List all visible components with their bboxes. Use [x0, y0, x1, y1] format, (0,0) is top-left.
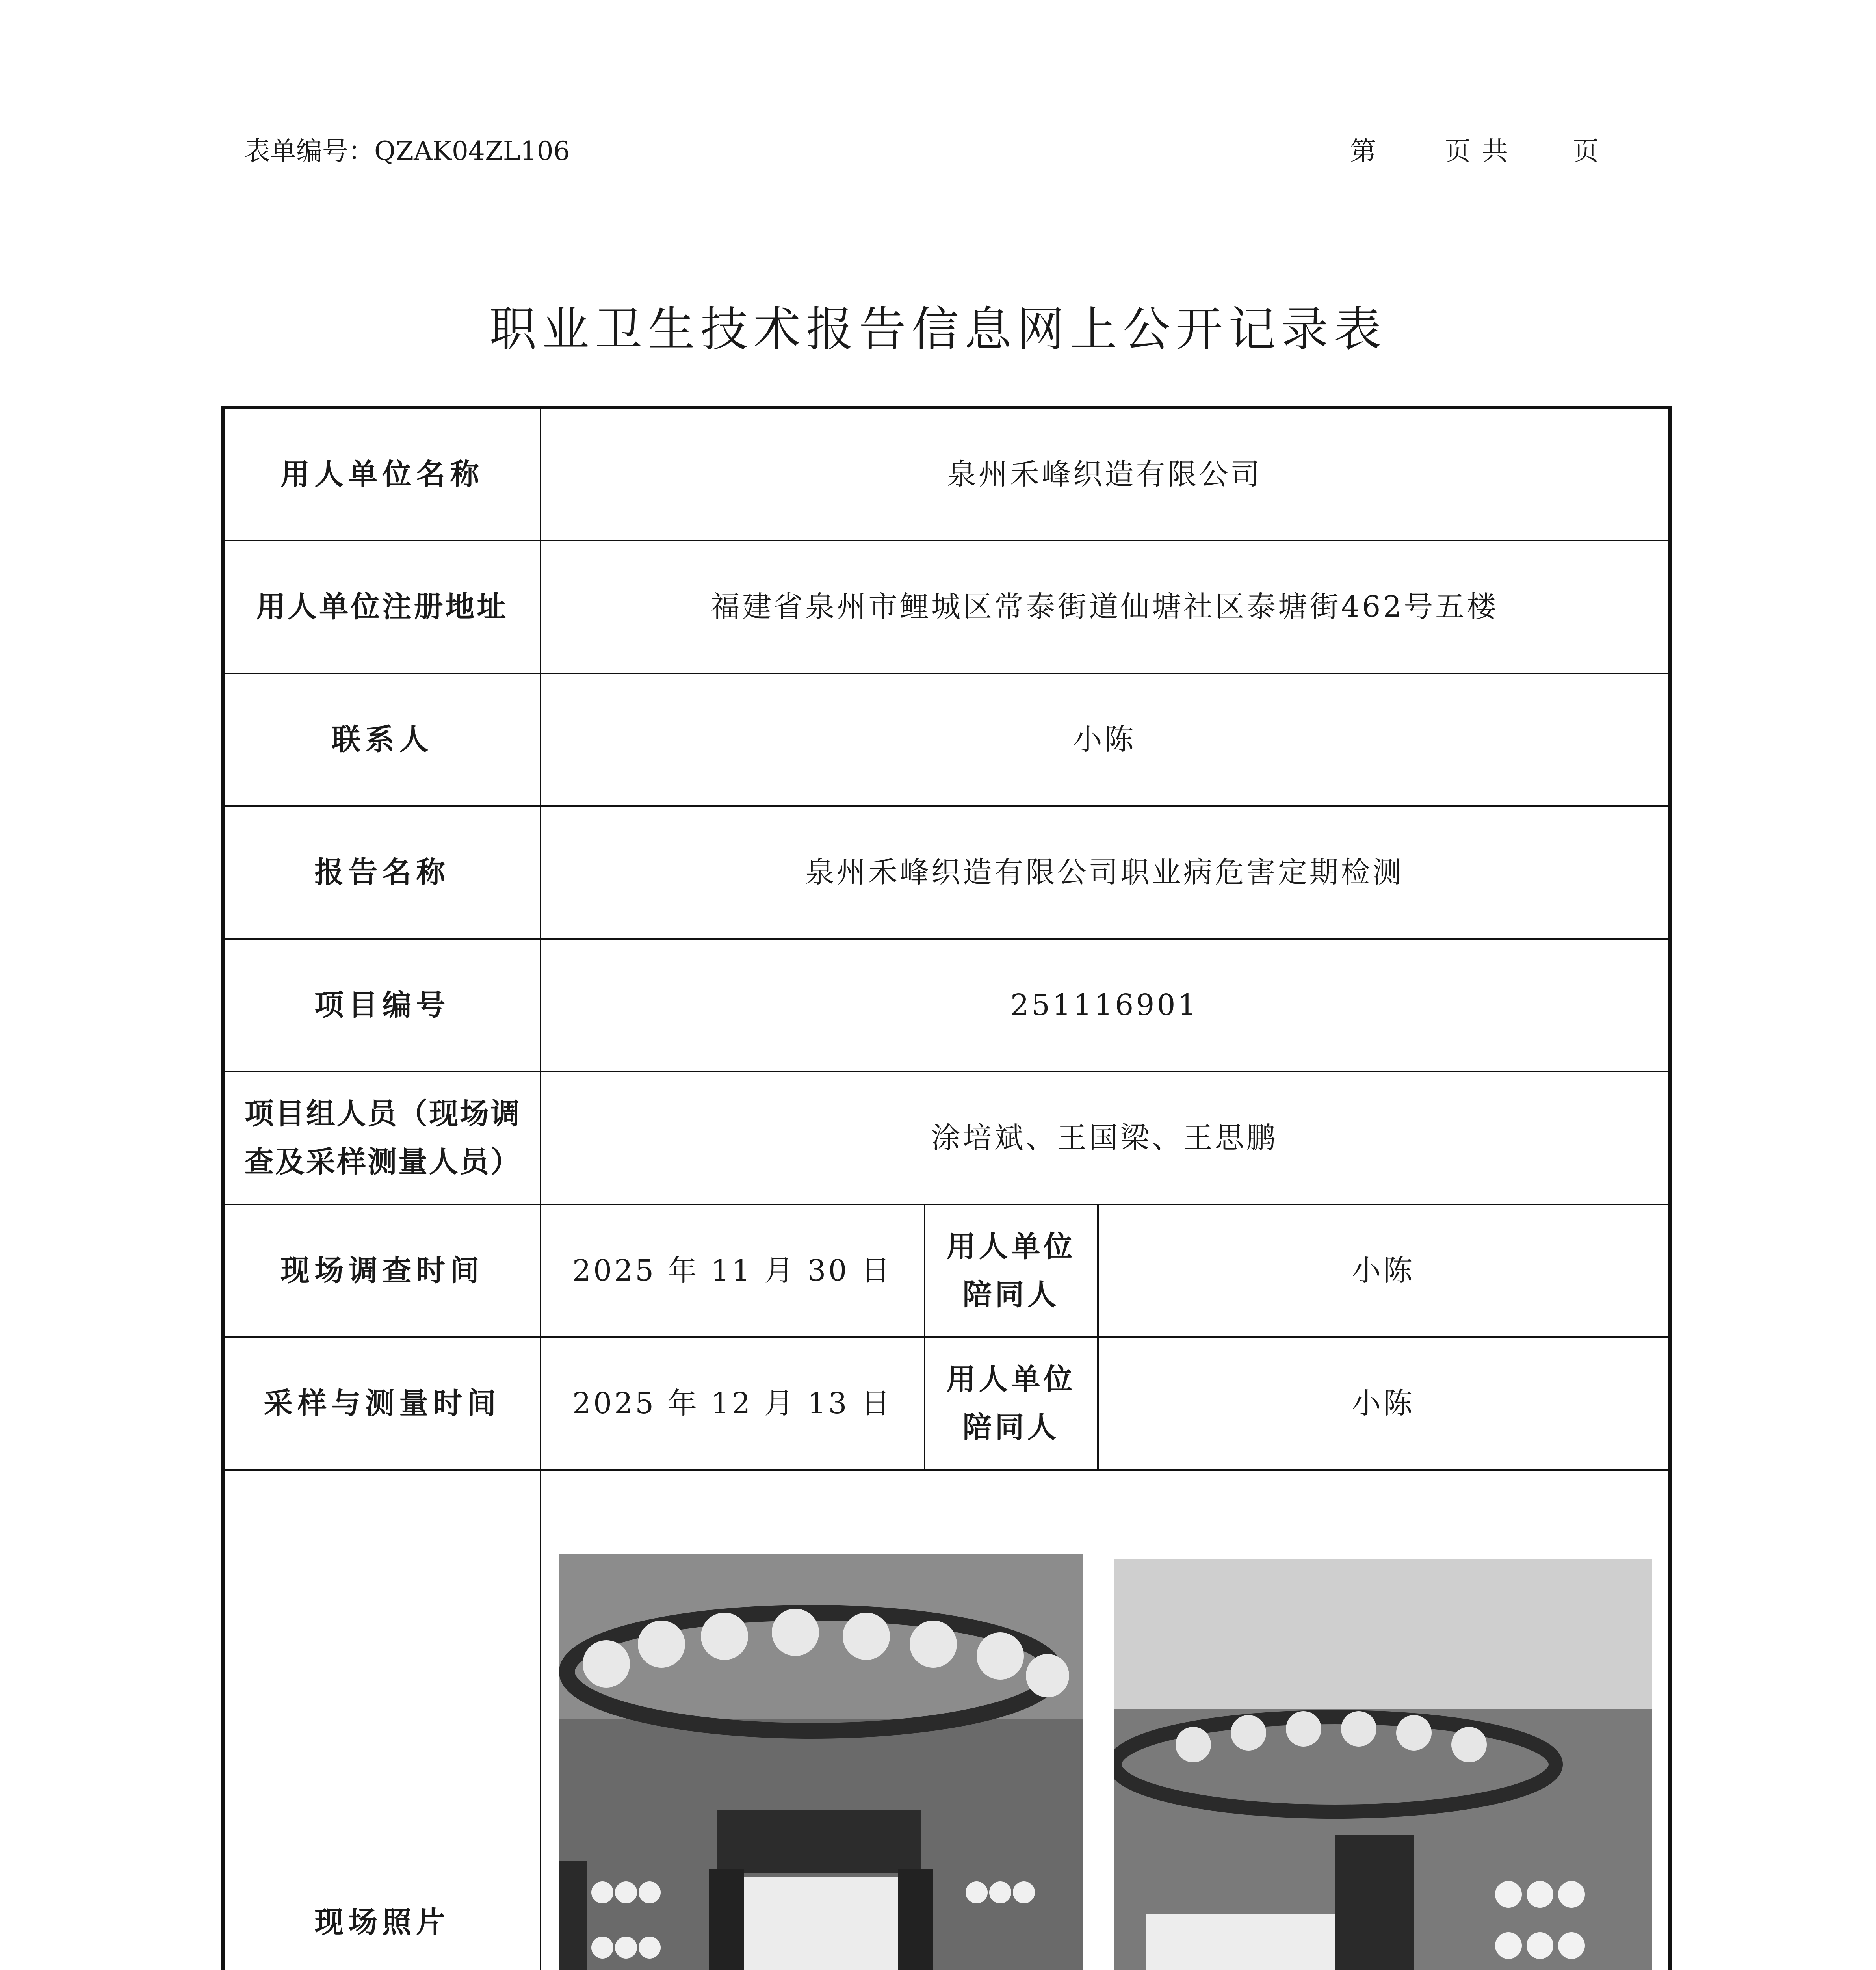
- project-no-value: 251116901: [541, 939, 1670, 1072]
- sampling-accompany-value: 小陈: [1098, 1337, 1670, 1470]
- photos-cell: [541, 1470, 1670, 1970]
- row-survey-time: [223, 1204, 1670, 1337]
- row-employer-name: [223, 408, 1670, 541]
- project-no-label: 项目编号: [223, 939, 541, 1072]
- page-ye2: 页: [1573, 136, 1600, 166]
- row-employer-address: [223, 541, 1670, 673]
- survey-date: 2025 年 11 月 30 日: [541, 1204, 925, 1337]
- team-value: 涂培斌、王国梁、王思鹏: [541, 1072, 1670, 1204]
- row-contact: [223, 673, 1670, 806]
- employer-name-value: 泉州禾峰织造有限公司: [541, 408, 1670, 541]
- row-project-no: [223, 939, 1670, 1072]
- row-photos: [223, 1470, 1670, 1970]
- sampling-instrument-photo: [1114, 1559, 1652, 1970]
- sampling-date: 2025 年 12 月 13 日: [541, 1337, 925, 1470]
- team-label: 项目组人员（现场调查及采样测量人员）: [223, 1072, 541, 1204]
- contact-label: 联系人: [223, 673, 541, 806]
- page-di: 第: [1350, 136, 1378, 166]
- record-table: [221, 406, 1672, 1970]
- sampling-time-label: 采样与测量时间: [223, 1337, 541, 1470]
- contact-value: 小陈: [541, 673, 1670, 806]
- survey-accompany-label: 用人单位陪同人: [925, 1204, 1098, 1337]
- survey-accompany-value: 小陈: [1098, 1204, 1670, 1337]
- page-ye: 页: [1445, 136, 1473, 166]
- sampling-accompany-label: 用人单位陪同人: [925, 1337, 1098, 1470]
- report-name-label: 报告名称: [223, 806, 541, 939]
- report-name-value: 泉州禾峰织造有限公司职业病危害定期检测: [541, 806, 1670, 939]
- row-report-name: [223, 806, 1670, 939]
- survey-time-label: 现场调查时间: [223, 1204, 541, 1337]
- knitting-machine-photo: [559, 1554, 1083, 1970]
- employer-name-label: 用人单位名称: [223, 408, 541, 541]
- page-counter: [1350, 130, 1600, 167]
- row-team: [223, 1072, 1670, 1204]
- form-number: 表单编号：QZAK04ZL106: [244, 136, 570, 166]
- page-title: 职业卫生技术报告信息网上公开记录表: [489, 302, 1387, 357]
- page-gong: 共: [1482, 136, 1510, 166]
- photos-label: 现场照片: [223, 1470, 541, 1970]
- site-photo-2: [1114, 1559, 1652, 1970]
- site-photo-1: [559, 1554, 1083, 1970]
- row-sampling-time: [223, 1337, 1670, 1470]
- employer-address-value: 福建省泉州市鲤城区常泰街道仙塘社区泰塘街462号五楼: [541, 541, 1670, 673]
- employer-address-label: 用人单位注册地址: [223, 541, 541, 673]
